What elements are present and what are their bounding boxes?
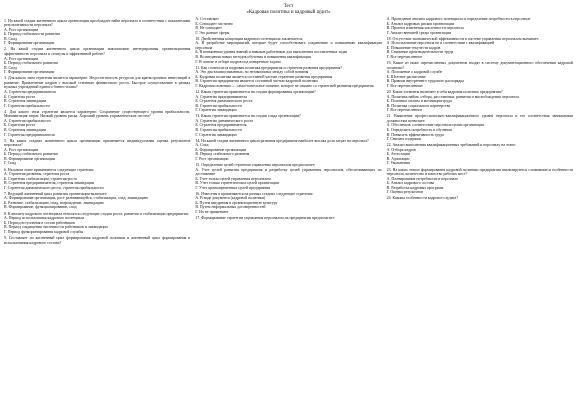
- question-text: 5. На каких стадиях жизненного цикла организации применяется индивидуальная оценка результатов персонала?: [4, 138, 191, 148]
- answer-option: Г. Все перечисленное: [386, 54, 423, 59]
- question-text: 10. Двойственная концепция кадрового потенциала заключается:: [195, 36, 304, 41]
- answer-option: Б. Развитие, стабилизацию, спад, возрождение, ликвидацию: [4, 200, 104, 205]
- question-text: 1. На какой стадии жизненного цикла организации преобладает найм персонала в соответствии с показателями результативности персонала?: [4, 18, 191, 28]
- question-text: 2. На какой стадии жизненного цикла организации максимально интегрированы организационная эффективность персонала и стимулы к эффективной работе?: [4, 47, 191, 57]
- question-text: 14. На какой стадии жизненного цикла развития предприятия наиболее высока доля затрат на персонал?: [195, 138, 369, 143]
- question-text: 11. Как соотносятся кадровая политика предприятия и стратегия развития предприятия?: [195, 65, 342, 70]
- answer-option: В. Формирование, функционирование, спад: [4, 205, 77, 210]
- answer-option: Г. Период функционирования кадровой службы: [4, 229, 84, 234]
- answer-option: В. Прогноз изменения численности персонала: [386, 26, 464, 31]
- answer-option: Б. Политика оплаты и мотивации труда: [386, 99, 452, 104]
- answer-option: Б. Учет только целей управления персоналом: [195, 176, 271, 181]
- answer-option: Б. Повышение текучести кадров: [386, 45, 441, 50]
- question-text: 21. Выявление профессионально-квалификационного уровня персонала и его соответствия занимаемым должностям позволяет:: [386, 114, 573, 123]
- column-2: [195, 17, 381, 245]
- question-text: 23. На каких этапах формирования кадровой политики предприятия анализируются сложившиеся особенности персонала, количество и качество рабочих мест?: [386, 167, 573, 177]
- answer-option: В. Стратегия прибыльности: [195, 127, 242, 132]
- answer-option: В. Стратегия ликвидации: [4, 127, 47, 132]
- question-text: 15. Определение целей стратегии управления персоналом предполагает:: [195, 162, 316, 167]
- answer-option: Г. Стратегия прибыльности: [4, 103, 50, 108]
- answer-option: Б. В повышении уровня знаний и навыков работников для выполнения поставленных задач: [195, 50, 348, 55]
- answer-option: А. Формирование организации, рост развивающейся, стабилизация, спад, ликвидацию: [4, 196, 149, 201]
- answer-option: В. Период стабильного развития: [195, 152, 250, 157]
- answer-option: А. Рост организации: [4, 27, 39, 32]
- answer-option: А. Рост организации: [4, 56, 39, 61]
- answer-option: Г. Все перечисленные: [386, 83, 423, 88]
- answer-option: А. Обеспечить соответствие персонала целям организации: [386, 123, 485, 128]
- answer-option: Б. Анализ кадровых рисков организации: [386, 21, 454, 26]
- question-text: 24. Каковы особенности кадрового аудита?: [386, 196, 458, 201]
- answer-option: Г. Кадровая политика — самостоятельное понятие, которое не связано со стратегией развития предприятия: [195, 83, 374, 88]
- answer-option: В. Правила внутреннего трудового распорядка: [386, 79, 464, 84]
- answer-option: А. Планирование потребности в персонале: [386, 176, 459, 181]
- document-title: Тест: [283, 4, 294, 9]
- answer-option: Г. Все перечисленное: [386, 108, 423, 113]
- answer-option: Г. Их не применяют: [195, 210, 229, 215]
- answer-option: А. Стратегия предпринимателя: [4, 89, 56, 94]
- answer-option: Б. Штатное расписание: [386, 74, 426, 79]
- answer-option: Б. Стратегия предпринимателя: [195, 123, 247, 128]
- answer-option: А. Использование персонала не в соответствии с квалификацией: [386, 41, 495, 46]
- question-text: 6. На каком этапе применяются следующие стратегии:: [4, 167, 95, 172]
- answer-option: А. Стратегия прибыльности: [4, 118, 51, 123]
- answer-option: Б. Стратегия стабилизации, стратегия роста: [4, 176, 77, 181]
- answer-option: В. Стратегия предприятия является составной частью кадровой политики: [195, 79, 318, 84]
- answer-option: Б. Определить потребность в обучении: [386, 127, 452, 132]
- question-text: 7. Ведущий жизненный цикл развития организации включает:: [4, 191, 108, 196]
- answer-option: Г. Спад: [4, 161, 17, 166]
- answer-option: Г. Стратегия ликвидации: [195, 108, 237, 113]
- answer-option: Б. Период стабильности развития: [4, 32, 60, 37]
- answer-option: В. Стратегия прибыльности: [195, 103, 242, 108]
- answer-option: Б. Кадровая политика является составной частью стратегии развития предприятия: [195, 74, 333, 79]
- answer-option: В. Формирование организации: [4, 156, 56, 161]
- answer-option: А. Спад: [195, 143, 209, 148]
- answer-option: В. Повысить эффективность труда: [386, 132, 444, 137]
- answer-option: Б. Стратегия динамического роста: [195, 99, 253, 104]
- answer-option: Б. Период вступления в состав работников: [4, 220, 75, 225]
- answer-option: В. Стратегия предпринимателя, стратегия ликвидации: [4, 181, 95, 186]
- answer-option: А. Положение о кадровой службе: [386, 70, 443, 75]
- answer-option: Г. Рост организации: [195, 156, 229, 161]
- answer-option: А. В разработке мероприятий, которые будут способствовать сохранению и повышению квалификации персонала: [195, 41, 382, 50]
- answer-option: А. Рост организации: [4, 147, 39, 152]
- question-text: 16. Известны и применяются на разных стадиях следующие стратегии:: [195, 191, 314, 196]
- answer-option: Г. Стратегия предпринимателя: [4, 132, 55, 137]
- answer-option: А. Учет целей развития предприятия и разработку целей управления персоналом, обеспечивающих их достижение: [195, 167, 382, 177]
- answer-option: Б. Период стабильного развития: [4, 152, 58, 157]
- answer-option: А. Проведение анализа кадрового потенциала и определение потребности в персонале: [386, 17, 531, 21]
- answer-option: Б. Стратегия роста: [4, 94, 36, 99]
- answer-option: Г. Снизить издержки: [386, 137, 422, 142]
- answer-option: А. Стратегия развития, стратегия роста: [4, 172, 70, 177]
- answer-option: Б. Анализ кадрового состава: [386, 181, 435, 186]
- answer-option: Б. Период стабильного развития: [4, 61, 58, 66]
- answer-option: Г. Формирование организации: [4, 70, 55, 75]
- question-text: 8. К анализу кадрового потенциала относятся следующие стадии роста, развития и стабилизации предприятия:: [4, 211, 189, 216]
- answer-option: А. Отбора кадров: [386, 147, 416, 152]
- question-text: 19. Какие из ниже перечисленных документов входят в систему документационного обеспечения кадровой политики?: [386, 61, 573, 70]
- answer-option: Б. Формирование организации: [195, 147, 247, 152]
- question-text: 3. Для какого типа стратегии является характерно: Недостаточность ресурсов для краткосрочных инвестиций в развитие. Привлечение кадров с высокой степенью финансового роста. Быстрое осуществление в рамках нужных учреждений единого бизнес-плана?: [4, 76, 191, 90]
- question-text: 20. Какие элементы включает в себя кадровая политика предприятия?: [386, 89, 503, 94]
- answer-option: В. Не совпадает: [195, 26, 222, 31]
- answer-option: А. Период использования кадрового потенциала: [4, 216, 85, 221]
- answer-option: А. Стратегия динамического роста: [195, 118, 253, 123]
- column-1: [4, 17, 190, 245]
- answer-option: Г. Это разные сферы: [195, 30, 230, 35]
- answer-option: В. Путем неформальных договоренностей: [195, 205, 266, 210]
- answer-option: В. Спад: [4, 36, 17, 41]
- column-3: [387, 17, 573, 245]
- answer-option: Б. Аттестации: [386, 152, 411, 157]
- answer-option: Г. Учет кратковременных целей предприятия: [195, 185, 271, 190]
- document-subtitle: «Кадровая политика и кадровый аудит»: [246, 10, 331, 15]
- answer-option: В. Снижение производительности труда: [386, 50, 454, 55]
- answer-option: В. Период сокращения численности работников и ликвидации: [4, 225, 108, 230]
- question-text: 18. Отсутствие экономической эффективности в системе управления персоналом вызывает:: [386, 36, 540, 41]
- answer-option: В. Стратегия ликвидации: [4, 99, 47, 104]
- question-text: 13. Какая стратегия применяется на стадии спада организации?: [195, 114, 301, 119]
- answer-option: В. Разработка кадровых программ: [386, 185, 444, 190]
- question-text: 4. Для какого типа стратегии является характерно: Сохранение существующего уровня прибыльности. Минимизация затрат. Низкий уровень риска. Хороший уровень управленческих систем?: [4, 109, 191, 119]
- answer-option: Г. Стратегия динамического роста, стратегия прибыльности: [4, 185, 104, 190]
- answer-option: Б. Стратегия роста: [4, 123, 36, 128]
- answer-option: Г. Оценка результатов: [386, 190, 423, 195]
- answer-option: Г. Стратегия ликвидации: [195, 132, 237, 137]
- answer-option: В. Спад: [4, 65, 17, 70]
- answer-option: А. Составляет: [195, 17, 219, 21]
- answer-option: Г. Анализ внешней среды организации: [386, 30, 451, 35]
- answer-option: А. В виде документа (кадровой политики): [195, 196, 266, 201]
- answer-option: В. Учет только стратегических целей организации: [195, 181, 279, 186]
- question-text: 12. Какая стратегия применяется на стадии формирования организации?: [195, 89, 316, 94]
- answer-option: Б. Совпадает частично: [195, 21, 233, 26]
- answer-option: А. Это два взаимосвязанных, но независимых между собой понятия: [195, 70, 309, 75]
- answer-option: Г. В поиске и отборе кадров под конкретные задачи: [195, 59, 281, 64]
- answer-option: Б. Путем внедрения в организационную культуру: [195, 200, 278, 205]
- question-text: 9. Составляет ли жизненный цикл формирования кадровой политики и жизненный цикл формирования и использования кадрового состава?: [4, 235, 191, 245]
- question-text: 17. Формирование стратегии управления персоналом на предприятии предполагает:: [195, 216, 336, 221]
- answer-option: А. Стратегия предпринимателя: [195, 94, 247, 99]
- answer-option: В. Во введении новых методов обучения и повышения квалификации: [195, 54, 311, 59]
- answer-option: Г. Формирование организации: [4, 41, 55, 46]
- question-columns: [4, 17, 573, 245]
- answer-option: А. Политика найма, отбора, расстановки, развития и высвобождения персонала: [386, 94, 519, 99]
- answer-option: Г. Увольнения: [386, 161, 410, 166]
- answer-option: В. Адаптации: [386, 156, 410, 161]
- question-text: 22. Анализ выполнения квалификационных требований к персоналу на этапе:: [386, 143, 517, 148]
- answer-option: В. Политика социального партнерства: [386, 103, 451, 108]
